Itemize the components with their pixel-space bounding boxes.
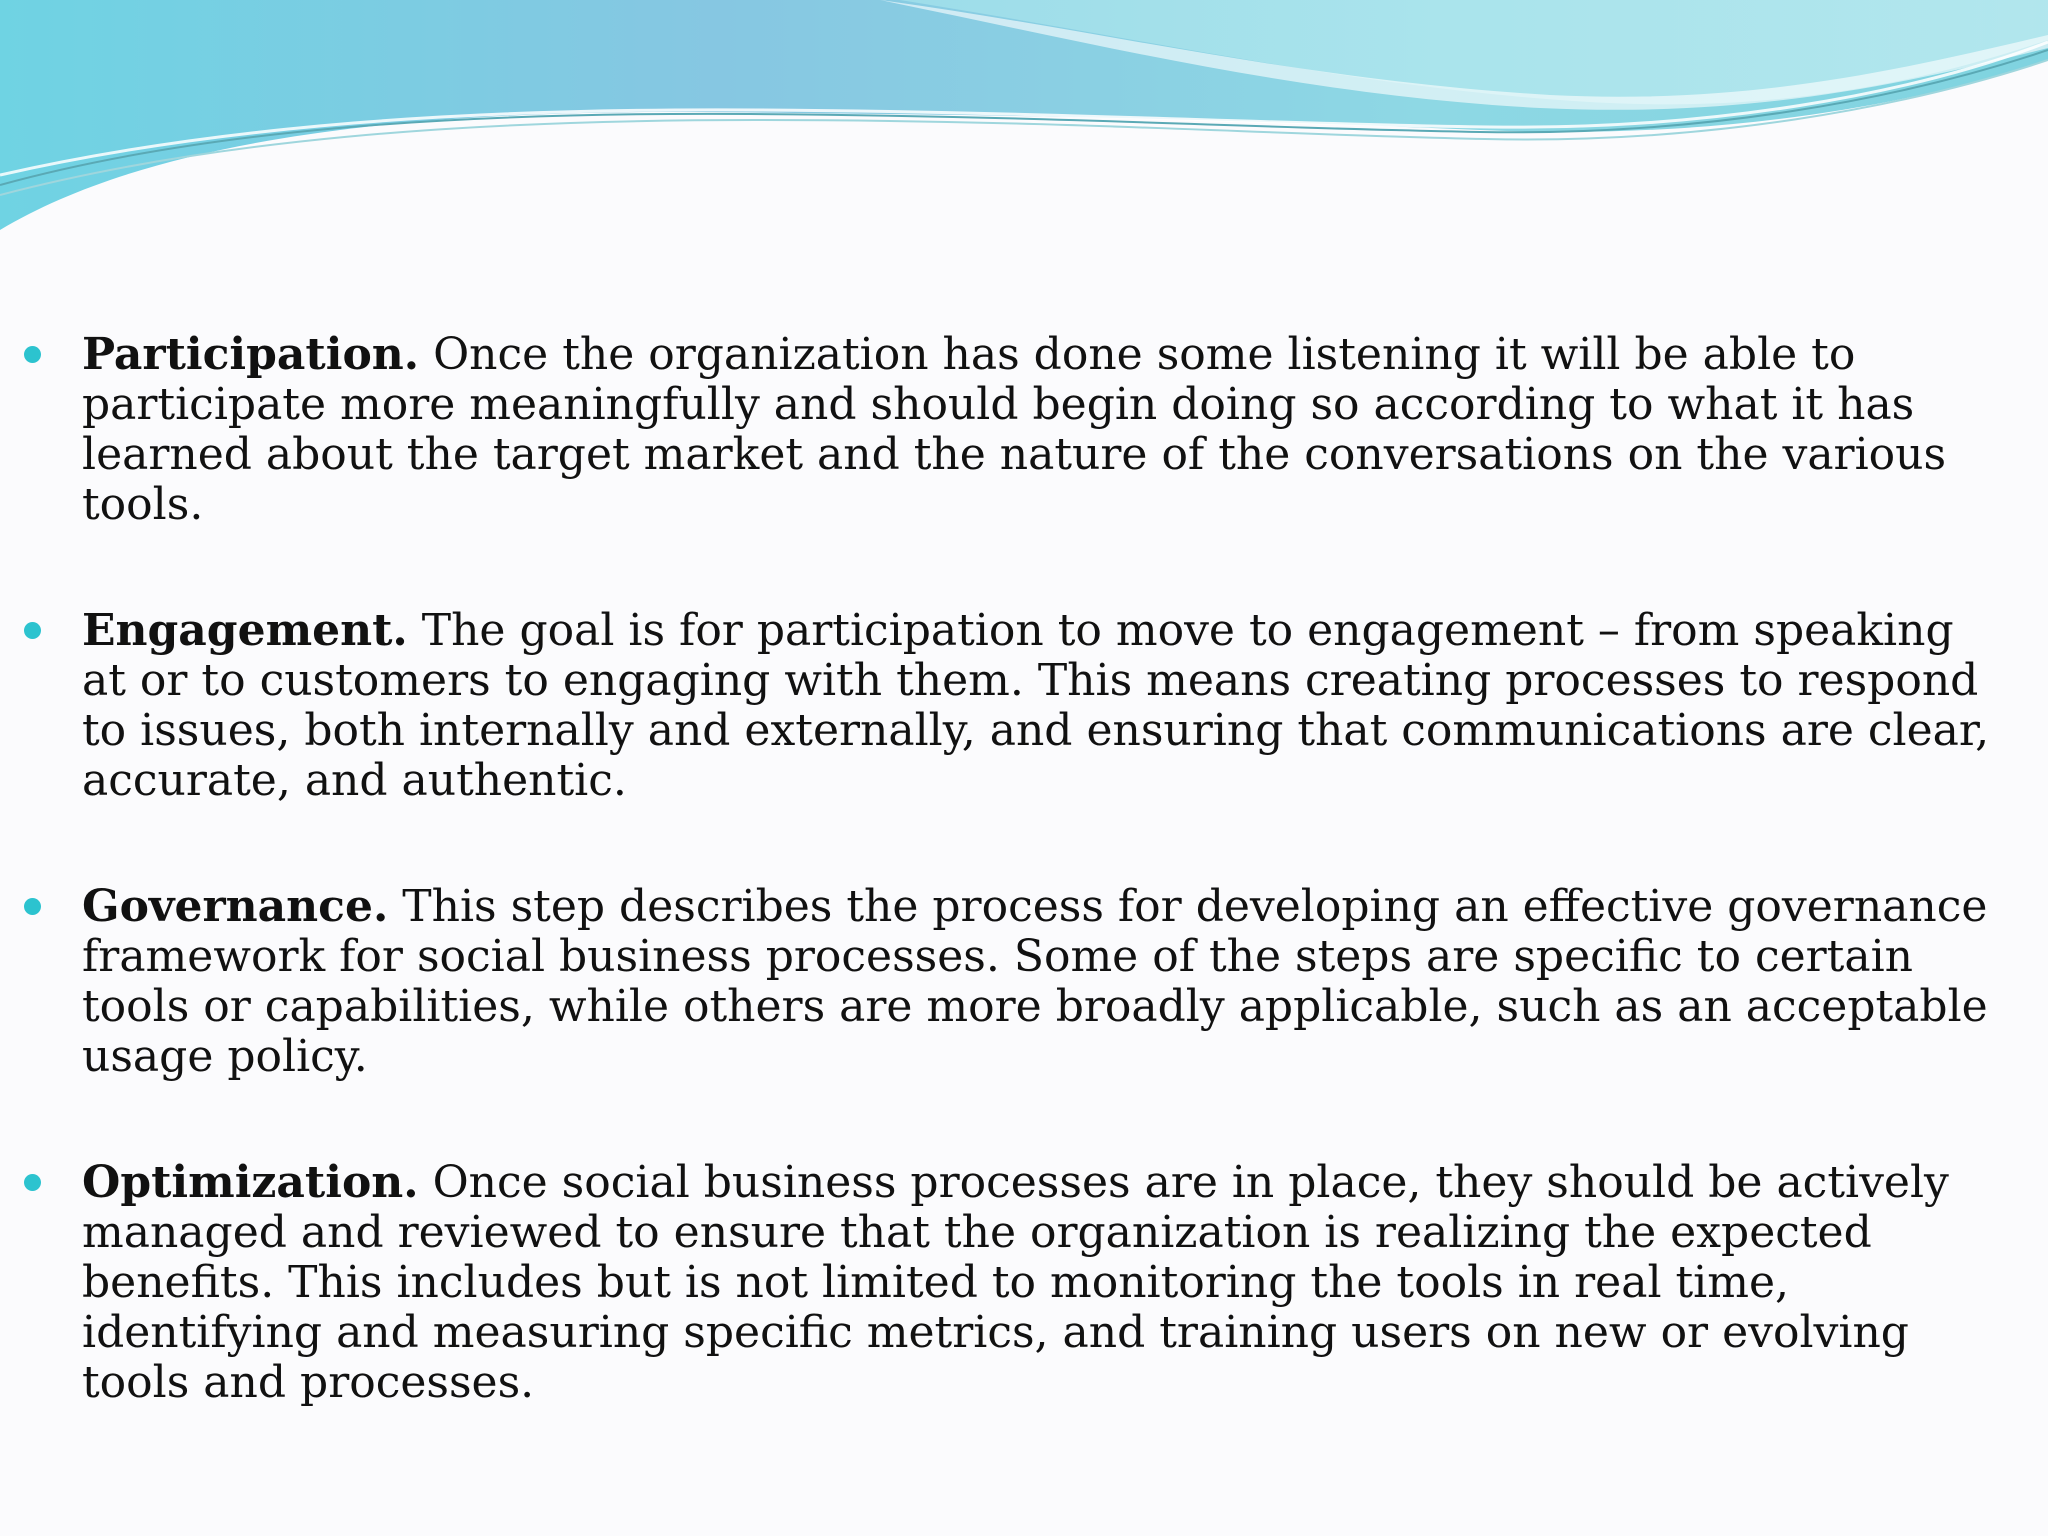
bullet-item-governance <box>0 882 2048 1082</box>
bullet-term: Optimization. <box>82 1157 419 1208</box>
bullet-text: Once social business processes are in place, they should be actively managed and reviewed to ensure that the organization is realizing the expected benefits. This includes but is not limited to monitoring the tools in real time, identifying and measuring specific metrics, and training users on new or evolving tools and processes. <box>82 1157 1949 1408</box>
bullet-item-engagement <box>0 606 2048 806</box>
bullet-dot-icon <box>24 346 41 363</box>
header-wave-decoration <box>0 0 2048 240</box>
bullet-term: Participation. <box>82 329 420 380</box>
bullet-text: The goal is for participation to move to engagement – from speaking at or to customers to engaging with them. This means creating processes to respond to issues, both internally and externally, and ensuring that communications are clear, accurate, and authentic. <box>82 605 1990 806</box>
bullet-dot-icon <box>24 622 41 639</box>
bullet-text: Once the organization has done some listening it will be able to participate more meaningfully and should begin doing so according to what it has learned about the target market and the nature of the conversations on the various tools. <box>82 329 1947 530</box>
bullet-item-optimization <box>0 1158 2048 1408</box>
bullet-term: Engagement. <box>82 605 408 656</box>
bullet-text: This step describes the process for developing an effective governance framework for social business processes. Some of the steps are specific to certain tools or capabilities, while others are more broadly applicable, such as an acceptable usage policy. <box>82 881 1988 1082</box>
bullet-list <box>0 330 2048 1484</box>
bullet-dot-icon <box>24 898 41 915</box>
bullet-item-participation <box>0 330 2048 530</box>
bullet-term: Governance. <box>82 881 389 932</box>
bullet-dot-icon <box>24 1174 41 1191</box>
